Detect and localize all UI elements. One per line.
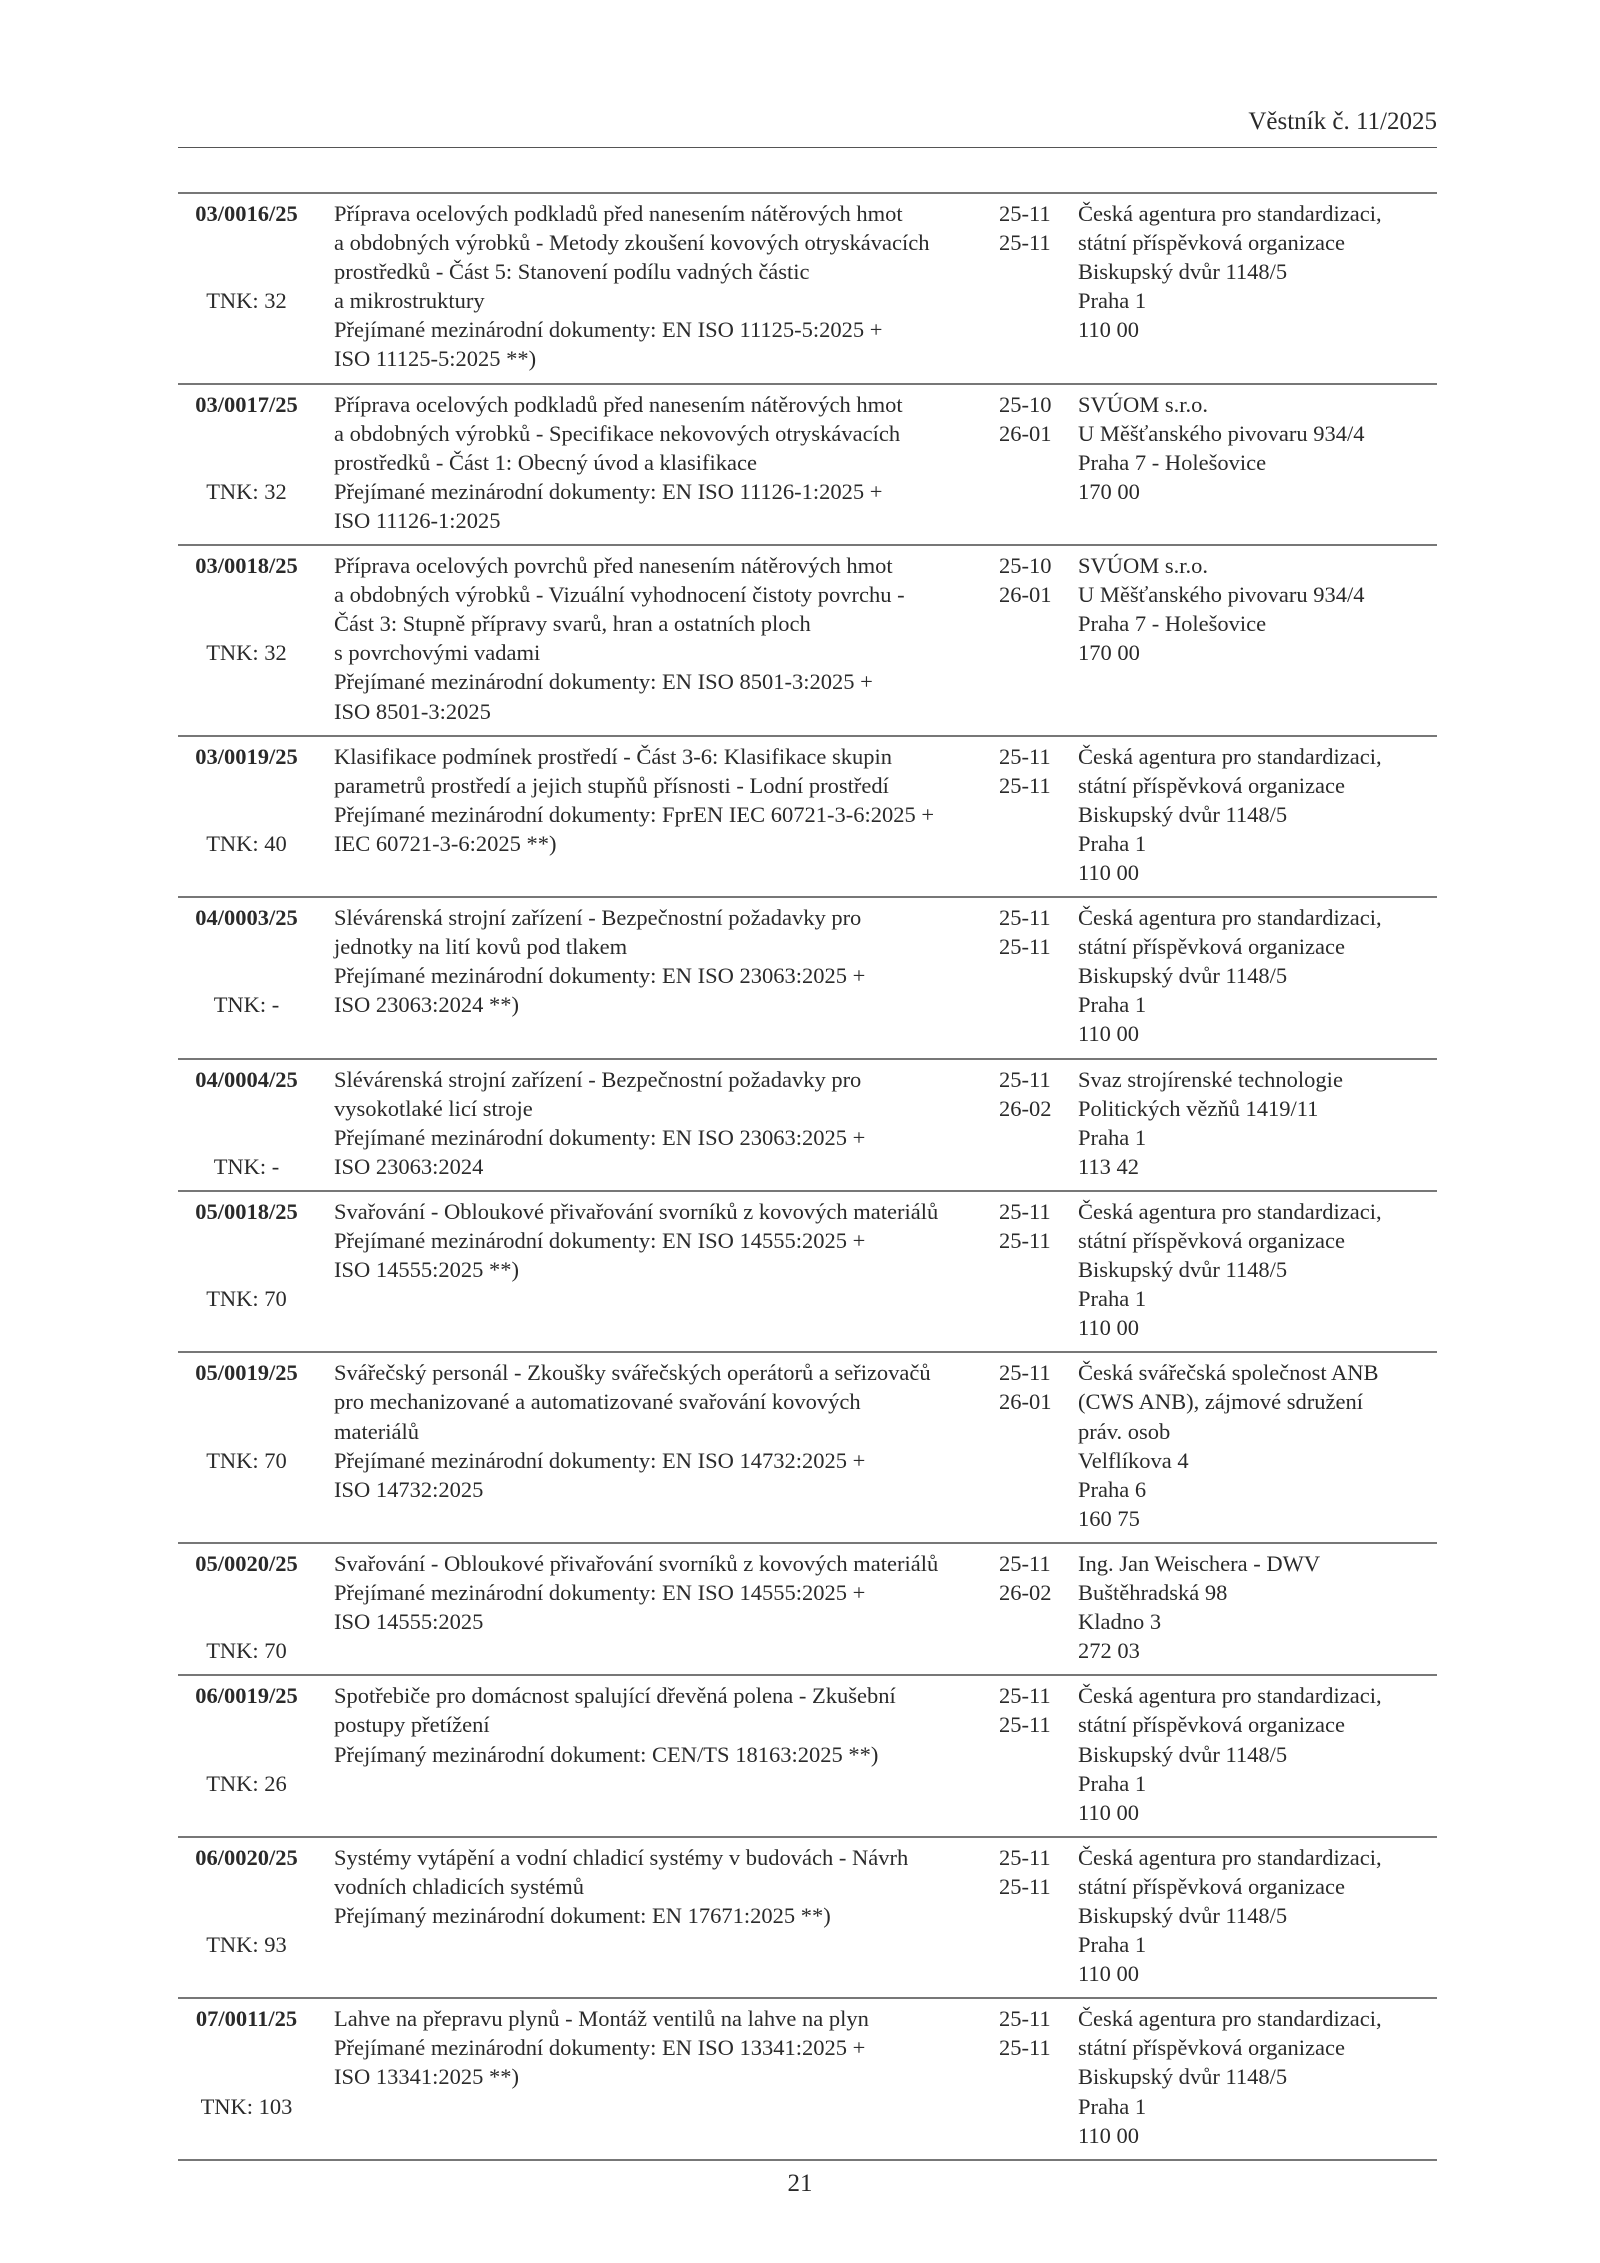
standard-code: 03/0016/25 xyxy=(195,201,298,226)
description-line: ISO 23063:2024 **) xyxy=(334,992,519,1018)
organization-line: Praha 1 xyxy=(1078,288,1147,314)
description-line: Přejímané mezinárodní dokumenty: EN ISO 14555:2025 + xyxy=(334,1228,866,1253)
organization-line: Biskupský dvůr 1148/5 xyxy=(1078,1741,1288,1767)
standard-code: 04/0004/25 xyxy=(195,1066,298,1092)
organization-cell xyxy=(1078,742,1437,887)
description-cell xyxy=(315,390,997,535)
organization-line: SVÚOM s.r.o. xyxy=(1078,391,1209,417)
dates-cell xyxy=(997,199,1078,374)
organization-line: Praha 1 xyxy=(1078,2093,1147,2119)
table-row xyxy=(178,1060,1437,1192)
dates-cell xyxy=(997,1549,1078,1665)
description-line: Příprava ocelových podkladů před nanesením nátěrových hmot xyxy=(334,201,903,226)
description-line: ISO 11126-1:2025 xyxy=(334,507,501,533)
organization-cell xyxy=(1078,390,1437,535)
description-line: pro mechanizované a automatizované svařování kovových xyxy=(334,1389,861,1415)
description-cell xyxy=(315,199,997,374)
code-cell xyxy=(178,903,315,1048)
description-line: Slévárenská strojní zařízení - Bezpečnostní požadavky pro xyxy=(334,905,862,931)
organization-line: Praha 1 xyxy=(1078,1932,1147,1958)
organization-line: Praha 1 xyxy=(1078,1124,1147,1150)
description-line: ISO 8501-3:2025 xyxy=(334,698,491,724)
date-value: 25-11 xyxy=(999,201,1051,226)
organization-cell xyxy=(1078,1681,1437,1826)
description-line: Přejímané mezinárodní dokumenty: EN ISO 13341:2025 + xyxy=(334,2035,866,2061)
description-line: Příprava ocelových povrchů před nanesením nátěrových hmot xyxy=(334,553,893,579)
description-line: ISO 11125-5:2025 **) xyxy=(334,346,537,372)
organization-cell xyxy=(1078,199,1437,374)
organization-line: Praha 1 xyxy=(1078,830,1147,856)
date-value: 25-11 xyxy=(999,1550,1051,1576)
tnk-label: TNK: - xyxy=(213,1153,280,1179)
description-line: jednotky na lití kovů pod tlakem xyxy=(334,934,628,960)
standard-code: 03/0019/25 xyxy=(195,743,298,769)
table-row xyxy=(178,898,1437,1059)
table-row xyxy=(178,194,1437,385)
description-cell xyxy=(315,1358,997,1533)
organization-line: Politických vězňů 1419/11 xyxy=(1078,1095,1319,1121)
tnk-label: TNK: 70 xyxy=(206,1447,287,1473)
organization-line: SVÚOM s.r.o. xyxy=(1078,553,1209,579)
standards-table xyxy=(178,192,1437,2161)
description-line: materiálů xyxy=(334,1418,419,1444)
organization-line: Biskupský dvůr 1148/5 xyxy=(1078,801,1288,827)
organization-line: U Měšťanského pivovaru 934/4 xyxy=(1078,582,1365,608)
description-line: Přejímané mezinárodní dokumenty: EN ISO 23063:2025 + xyxy=(334,963,866,989)
organization-line: státní příspěvková organizace xyxy=(1078,2035,1345,2061)
date-value: 25-11 xyxy=(999,2035,1051,2061)
code-cell xyxy=(178,1843,315,1988)
organization-line: U Měšťanského pivovaru 934/4 xyxy=(1078,420,1365,446)
description-line: vodních chladicích systémů xyxy=(334,1873,584,1899)
organization-line: práv. osob xyxy=(1078,1418,1171,1444)
description-line: Příprava ocelových podkladů před nanesením nátěrových hmot xyxy=(334,391,903,417)
tnk-label: TNK: 93 xyxy=(206,1932,287,1958)
standard-code: 03/0017/25 xyxy=(195,391,298,417)
standard-code: 07/0011/25 xyxy=(195,2006,298,2032)
description-cell xyxy=(315,1197,997,1342)
description-line: ISO 23063:2024 xyxy=(334,1153,484,1179)
organization-cell xyxy=(1078,551,1437,726)
description-line: Klasifikace podmínek prostředí - Část 3-6: Klasifikace skupin xyxy=(334,743,892,769)
date-value: 25-11 xyxy=(999,1683,1051,1709)
description-line: Přejímaný mezinárodní dokument: CEN/TS 18163:2025 **) xyxy=(334,1741,879,1767)
date-value: 25-11 xyxy=(999,1712,1051,1738)
organization-cell xyxy=(1078,1065,1437,1181)
description-line: ISO 14732:2025 xyxy=(334,1476,484,1502)
organization-line: Svaz strojírenské technologie xyxy=(1078,1066,1343,1092)
organization-line: Česká agentura pro standardizaci, xyxy=(1078,1683,1382,1709)
organization-line: 110 00 xyxy=(1078,1961,1140,1987)
table-row xyxy=(178,1999,1437,2160)
standard-code: 06/0019/25 xyxy=(195,1683,298,1709)
organization-cell xyxy=(1078,2004,1437,2149)
organization-line: 110 00 xyxy=(1078,1315,1140,1341)
tnk-label: TNK: 32 xyxy=(206,478,287,504)
description-line: prostředků - Část 5: Stanovení podílu vadných částic xyxy=(334,259,810,285)
organization-line: 160 75 xyxy=(1078,1505,1140,1531)
table-row xyxy=(178,1838,1437,1999)
organization-line: Česká agentura pro standardizaci, xyxy=(1078,1844,1382,1870)
date-value: 26-01 xyxy=(999,582,1052,608)
description-line: IEC 60721-3-6:2025 **) xyxy=(334,830,557,856)
code-cell xyxy=(178,390,315,535)
description-line: Část 3: Stupně přípravy svarů, hran a ostatních ploch xyxy=(334,611,811,637)
standard-code: 05/0020/25 xyxy=(195,1550,298,1576)
table-row xyxy=(178,1192,1437,1353)
organization-line: Česká agentura pro standardizaci, xyxy=(1078,905,1382,931)
organization-line: Praha 6 xyxy=(1078,1476,1147,1502)
dates-cell xyxy=(997,551,1078,726)
date-value: 25-11 xyxy=(999,1873,1051,1899)
dates-cell xyxy=(997,742,1078,887)
standard-code: 05/0018/25 xyxy=(195,1198,298,1224)
description-line: postupy přetížení xyxy=(334,1712,490,1738)
table-row xyxy=(178,1676,1437,1837)
description-line: ISO 14555:2025 xyxy=(334,1609,484,1635)
organization-line: Ing. Jan Weischera - DWV xyxy=(1078,1550,1321,1576)
organization-cell xyxy=(1078,1843,1437,1988)
description-line: a obdobných výrobků - Vizuální vyhodnocení čistoty povrchu - xyxy=(334,582,905,608)
description-cell xyxy=(315,1065,997,1181)
organization-line: státní příspěvková organizace xyxy=(1078,934,1345,960)
table-row xyxy=(178,546,1437,737)
journal-title: Věstník č. 11/2025 xyxy=(1248,108,1437,135)
description-line: Přejímané mezinárodní dokumenty: EN ISO 14732:2025 + xyxy=(334,1447,866,1473)
description-cell xyxy=(315,742,997,887)
organization-line: Česká agentura pro standardizaci, xyxy=(1078,1198,1382,1224)
organization-line: 110 00 xyxy=(1078,2122,1140,2148)
tnk-label: TNK: 70 xyxy=(206,1638,287,1664)
date-value: 25-11 xyxy=(999,1360,1051,1386)
code-cell xyxy=(178,742,315,887)
organization-line: 170 00 xyxy=(1078,640,1140,666)
organization-line: Biskupský dvůr 1148/5 xyxy=(1078,1257,1288,1283)
organization-line: státní příspěvková organizace xyxy=(1078,230,1345,256)
description-line: s povrchovými vadami xyxy=(334,640,541,666)
standard-code: 04/0003/25 xyxy=(195,905,298,931)
table-row xyxy=(178,1353,1437,1544)
description-line: Svařování - Obloukové přivařování svorníků z kovových materiálů xyxy=(334,1198,939,1224)
date-value: 25-11 xyxy=(999,934,1051,960)
date-value: 25-11 xyxy=(999,1066,1051,1092)
organization-line: Česká agentura pro standardizaci, xyxy=(1078,2006,1382,2032)
description-line: a mikrostruktury xyxy=(334,288,485,314)
organization-line: Biskupský dvůr 1148/5 xyxy=(1078,1902,1288,1928)
organization-line: Praha 7 - Holešovice xyxy=(1078,611,1267,637)
organization-line: 110 00 xyxy=(1078,1021,1140,1047)
date-value: 25-11 xyxy=(999,743,1051,769)
tnk-label: TNK: 32 xyxy=(206,288,287,314)
description-cell xyxy=(315,1681,997,1826)
description-cell xyxy=(315,551,997,726)
organization-line: Česká svářečská společnost ANB xyxy=(1078,1360,1379,1386)
standard-code: 03/0018/25 xyxy=(195,553,298,579)
organization-line: 110 00 xyxy=(1078,859,1140,885)
description-line: Přejímané mezinárodní dokumenty: EN ISO 8501-3:2025 + xyxy=(334,669,873,695)
date-value: 25-11 xyxy=(999,2006,1051,2032)
description-line: Přejímané mezinárodní dokumenty: EN ISO 23063:2025 + xyxy=(334,1124,866,1150)
dates-cell xyxy=(997,1681,1078,1826)
tnk-label: TNK: 70 xyxy=(206,1286,287,1312)
code-cell xyxy=(178,1197,315,1342)
date-value: 26-01 xyxy=(999,1389,1052,1415)
code-cell xyxy=(178,1065,315,1181)
organization-line: 170 00 xyxy=(1078,478,1140,504)
description-line: Přejímané mezinárodní dokumenty: FprEN IEC 60721-3-6:2025 + xyxy=(334,801,935,827)
description-line: ISO 14555:2025 **) xyxy=(334,1257,519,1283)
code-cell xyxy=(178,551,315,726)
date-value: 26-02 xyxy=(999,1580,1052,1606)
organization-line: 110 00 xyxy=(1078,317,1140,343)
description-line: Svářečský personál - Zkoušky svářečských operátorů a seřizovačů xyxy=(334,1360,931,1386)
organization-line: státní příspěvková organizace xyxy=(1078,772,1345,798)
description-cell xyxy=(315,1843,997,1988)
dates-cell xyxy=(997,1843,1078,1988)
description-cell xyxy=(315,1549,997,1665)
description-line: a obdobných výrobků - Specifikace nekovových otryskávacích xyxy=(334,420,901,446)
description-line: prostředků - Část 1: Obecný úvod a klasifikace xyxy=(334,449,758,475)
tnk-label: TNK: 40 xyxy=(206,830,287,856)
dates-cell xyxy=(997,903,1078,1048)
organization-line: státní příspěvková organizace xyxy=(1078,1873,1345,1899)
date-value: 25-11 xyxy=(999,1844,1051,1870)
description-line: Slévárenská strojní zařízení - Bezpečnostní požadavky pro xyxy=(334,1066,862,1092)
description-line: Přejímané mezinárodní dokumenty: EN ISO 11126-1:2025 + xyxy=(334,478,883,504)
organization-line: Praha 1 xyxy=(1078,1770,1147,1796)
description-cell xyxy=(315,2004,997,2149)
standard-code: 05/0019/25 xyxy=(195,1360,298,1386)
organization-line: Kladno 3 xyxy=(1078,1609,1162,1635)
standard-code: 06/0020/25 xyxy=(195,1844,298,1870)
organization-line: (CWS ANB), zájmové sdružení xyxy=(1078,1389,1363,1415)
description-cell xyxy=(315,903,997,1048)
description-line: Přejímané mezinárodní dokumenty: EN ISO 11125-5:2025 + xyxy=(334,317,883,343)
date-value: 25-11 xyxy=(999,230,1051,256)
code-cell xyxy=(178,199,315,374)
organization-line: státní příspěvková organizace xyxy=(1078,1712,1345,1738)
date-value: 25-10 xyxy=(999,391,1052,417)
code-cell xyxy=(178,2004,315,2149)
date-value: 25-11 xyxy=(999,1228,1051,1253)
dates-cell xyxy=(997,1358,1078,1533)
dates-cell xyxy=(997,390,1078,535)
organization-line: Praha 7 - Holešovice xyxy=(1078,449,1267,475)
organization-line: Biskupský dvůr 1148/5 xyxy=(1078,2064,1288,2090)
code-cell xyxy=(178,1681,315,1826)
organization-cell xyxy=(1078,1197,1437,1342)
tnk-label: TNK: 32 xyxy=(206,640,287,666)
organization-line: 113 42 xyxy=(1078,1153,1140,1179)
organization-line: Biskupský dvůr 1148/5 xyxy=(1078,963,1288,989)
description-line: parametrů prostředí a jejich stupňů přísnosti - Lodní prostředí xyxy=(334,772,889,798)
table-row xyxy=(178,1544,1437,1676)
description-line: Spotřebiče pro domácnost spalující dřevěná polena - Zkušební xyxy=(334,1683,896,1709)
description-line: Lahve na přepravu plynů - Montáž ventilů na lahve na plyn xyxy=(334,2006,869,2032)
organization-cell xyxy=(1078,1549,1437,1665)
code-cell xyxy=(178,1549,315,1665)
tnk-label: TNK: - xyxy=(213,992,280,1018)
date-value: 25-11 xyxy=(999,772,1051,798)
description-line: Systémy vytápění a vodní chladicí systémy v budovách - Návrh xyxy=(334,1844,909,1870)
organization-line: Velflíkova 4 xyxy=(1078,1447,1189,1473)
tnk-label: TNK: 103 xyxy=(200,2093,293,2119)
description-line: ISO 13341:2025 **) xyxy=(334,2064,519,2090)
organization-line: Praha 1 xyxy=(1078,992,1147,1018)
date-value: 25-11 xyxy=(999,1198,1051,1224)
dates-cell xyxy=(997,2004,1078,2149)
organization-line: 272 03 xyxy=(1078,1638,1140,1664)
header-divider xyxy=(178,147,1437,148)
page-number: 21 xyxy=(787,2170,813,2197)
organization-line: 110 00 xyxy=(1078,1799,1140,1825)
code-cell xyxy=(178,1358,315,1533)
date-value: 25-11 xyxy=(999,905,1051,931)
organization-line: Česká agentura pro standardizaci, xyxy=(1078,201,1382,226)
dates-cell xyxy=(997,1065,1078,1181)
tnk-label: TNK: 26 xyxy=(206,1770,287,1796)
organization-cell xyxy=(1078,903,1437,1048)
date-value: 26-01 xyxy=(999,420,1052,446)
organization-line: státní příspěvková organizace xyxy=(1078,1228,1345,1253)
date-value: 26-02 xyxy=(999,1095,1052,1121)
description-line: vysokotlaké licí stroje xyxy=(334,1095,533,1121)
date-value: 25-10 xyxy=(999,553,1052,579)
organization-line: Praha 1 xyxy=(1078,1286,1147,1312)
table-row xyxy=(178,385,1437,546)
dates-cell xyxy=(997,1197,1078,1342)
description-line: Přejímaný mezinárodní dokument: EN 17671:2025 **) xyxy=(334,1902,831,1928)
description-line: a obdobných výrobků - Metody zkoušení kovových otryskávacích xyxy=(334,230,930,256)
organization-line: Biskupský dvůr 1148/5 xyxy=(1078,259,1288,285)
organization-cell xyxy=(1078,1358,1437,1533)
description-line: Přejímané mezinárodní dokumenty: EN ISO 14555:2025 + xyxy=(334,1580,866,1606)
description-line: Svařování - Obloukové přivařování svorníků z kovových materiálů xyxy=(334,1550,939,1576)
organization-line: Česká agentura pro standardizaci, xyxy=(1078,743,1382,769)
organization-line: Buštěhradská 98 xyxy=(1078,1580,1228,1606)
table-row xyxy=(178,737,1437,898)
